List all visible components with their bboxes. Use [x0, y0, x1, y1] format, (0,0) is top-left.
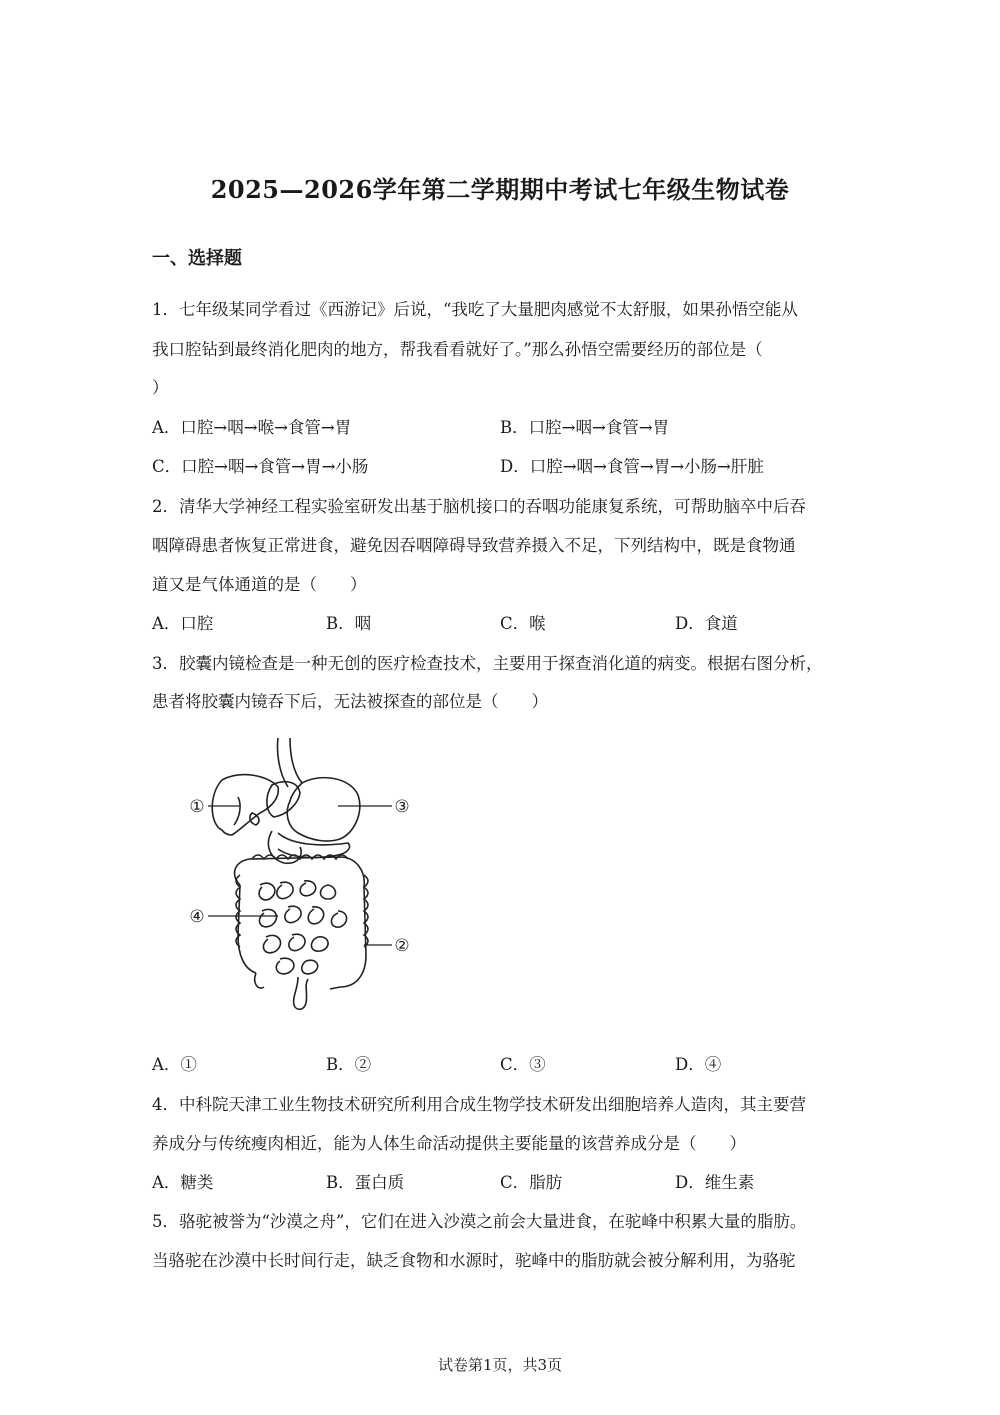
liver-lobe-shape [267, 782, 300, 817]
question-1-option-c[interactable]: C．口腔→咽→食管→胃→小肠 [152, 457, 369, 476]
question-3-option-a[interactable]: A．① [152, 1055, 197, 1074]
pancreas-shape [278, 833, 350, 857]
appendix-shape [255, 973, 264, 988]
question-3-line-2: 患者将胶囊内镜吞下后，无法被探查的部位是（ ） [152, 692, 548, 711]
question-3-option-b[interactable]: B．② [326, 1055, 372, 1074]
question-4-option-c[interactable]: C．脂肪 [500, 1173, 563, 1192]
small-intestine-coils [259, 881, 347, 974]
esophagus-shape [277, 738, 302, 787]
question-2-line-3: 道又是气体通道的是（ ） [152, 575, 367, 594]
digestive-system-figure [180, 735, 420, 1015]
descending-colon-bumps [364, 875, 368, 947]
question-2-option-c[interactable]: C．喉 [500, 614, 546, 633]
question-1-option-b[interactable]: B．口腔→咽→食管→胃 [500, 418, 670, 437]
liver-shape [212, 775, 278, 835]
rectum-shape [294, 977, 308, 1009]
question-5-line-1: 5．骆驼被誉为“沙漠之舟”，它们在进入沙漠之前会大量进食，在驼峰中积累大量的脂肪。 [152, 1212, 807, 1231]
question-4-option-a[interactable]: A．糖类 [152, 1173, 214, 1192]
question-2-option-b[interactable]: B．咽 [326, 614, 372, 633]
question-3-option-c[interactable]: C．③ [500, 1055, 546, 1074]
liver-detail [234, 797, 240, 825]
question-1-option-a[interactable]: A．口腔→咽→喉→食管→胃 [152, 418, 352, 437]
question-3-line-1: 3．胶囊内镜检查是一种无创的医疗检查技术，主要用于探查消化道的病变。根据右图分析， [152, 654, 823, 673]
page-title: 2025—2026学年第二学期期中考试七年级生物试卷 [210, 175, 790, 204]
question-5-line-2: 当骆驼在沙漠中长时间行走，缺乏食物和水源时，驼峰中的脂肪就会被分解利用，为骆驼 [152, 1251, 796, 1270]
question-3-option-d[interactable]: D．④ [675, 1055, 722, 1074]
question-4-line-2: 养成分与传统瘦肉相近，能为人体生命活动提供主要能量的该营养成分是（ ） [152, 1134, 746, 1153]
question-2-line-2: 咽障碍患者恢复正常进食，避免因吞咽障碍导致营养摄入不足，下列结构中，既是食物通 [152, 536, 796, 555]
question-1-line-1: 1．七年级某同学看过《西游记》后说，“我吃了大量肥肉感觉不太舒服，如果孙悟空能从 [152, 300, 798, 319]
question-1-line-3: ） [152, 378, 169, 397]
question-1-option-d[interactable]: D．口腔→咽→食管→胃→小肠→肝脏 [500, 457, 764, 476]
question-4-option-b[interactable]: B．蛋白质 [326, 1173, 405, 1192]
question-2-line-1: 2．清华大学神经工程实验室研发出基于脑机接口的吞咽功能康复系统，可帮助脑卒中后吞 [152, 497, 806, 516]
figure-label-4: ④ [189, 907, 205, 927]
page-footer: 试卷第1页，共3页 [437, 1356, 563, 1374]
question-1-line-2: 我口腔钻到最终消化肥肉的地方，帮我看看就好了。”那么孙悟空需要经历的部位是（ [152, 340, 763, 359]
ascending-colon-bumps [236, 875, 240, 947]
question-4-line-1: 4．中科院天津工业生物技术研究所利用合成生物学技术研发出细胞培养人造肉，其主要营 [152, 1095, 806, 1114]
section-heading: 一、选择题 [152, 248, 242, 269]
figure-label-2: ② [394, 936, 410, 956]
question-4-option-d[interactable]: D．维生素 [675, 1173, 755, 1192]
figure-label-3: ③ [394, 797, 410, 817]
question-2-option-d[interactable]: D．食道 [675, 614, 738, 633]
question-2-option-a[interactable]: A．口腔 [152, 614, 214, 633]
figure-label-1: ① [189, 797, 205, 817]
